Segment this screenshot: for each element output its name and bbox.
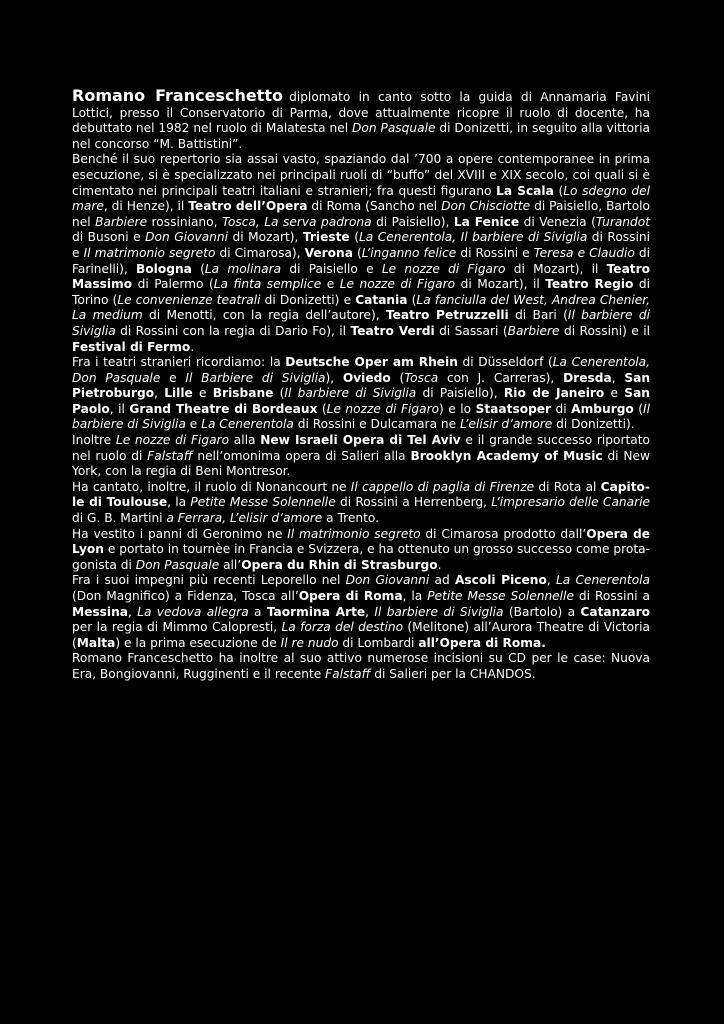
italic-run: La vedova allegra <box>137 604 249 619</box>
text-run: , di Henze), il <box>103 199 189 214</box>
text-run: Inoltre <box>72 433 116 448</box>
text-run: nell’omonima opera di Salieri alla <box>192 448 411 463</box>
italic-run: Il cappello di paglia di Firenze <box>350 479 535 494</box>
bold-run: Catania <box>355 292 408 307</box>
text-run: di Sassari ( <box>434 323 508 338</box>
biography-text <box>72 88 650 683</box>
text-run: di Donizetti) e <box>260 292 356 307</box>
bold-run: Ascoli Piceno <box>454 573 547 588</box>
text-run: di Cimarosa prodotto dall’ <box>420 526 587 541</box>
italic-run: Don Chisciotte <box>441 199 531 214</box>
text-run: di Mozart), il <box>505 261 607 276</box>
italic-run: Falstaff <box>147 448 193 463</box>
text-run: ( <box>191 261 205 276</box>
text-run: e <box>185 417 202 432</box>
text-run: Benché il suo repertorio sia assai vasto, spaziando dal ’700 a opere contemporanee in prima esecuzione, si è specializzato nei principali ruoli di “buffo” del XVIII e XIX secolo, coi quali si è cimentato nei principali teatri italiani e stranieri; fra questi figurano <box>72 152 650 198</box>
italic-run: La fanciulla del West, Andrea Chenier, La medium <box>72 292 650 323</box>
text-run: ) e lo <box>439 401 476 416</box>
bold-run: Malta <box>76 635 116 650</box>
italic-run: Il matrimonio segreto <box>287 526 421 541</box>
bold-run: Messina <box>72 604 128 619</box>
bold-run: Catanzaro <box>580 604 651 619</box>
bio-paragraph <box>72 433 650 480</box>
text-run: (Bartolo) a <box>503 604 581 619</box>
text-run: ( <box>352 245 362 260</box>
text-run: di Rossini e <box>72 230 650 260</box>
italic-run: Turandot <box>595 214 650 229</box>
italic-run: Il barbiere di Siviglia <box>72 401 651 432</box>
text-run: con J. Carreras), <box>438 370 564 385</box>
text-run: Ha cantato, inoltre, il ruolo di Nonancourt ne <box>72 479 351 494</box>
text-run: di Roma (Sancho nel <box>307 199 442 214</box>
text-run: all’ <box>219 557 242 572</box>
italic-run: Le convenienze teatrali <box>117 292 261 307</box>
bold-run: Bologna <box>136 261 192 276</box>
text-run: Romano Franceschetto ha inoltre al suo attivo numerose incisioni su CD per le case: Nuova Era, Bongiovanni, Rugginenti e il recente <box>72 651 650 681</box>
bold-run: New Israeli Opera di Tel Aviv <box>260 433 461 448</box>
text-run: diplomato in canto sotto la guida di Annamaria Favini Lottici, presso il Conservatorio di Parma, dove attualmente ricopre il ruolo di docente, ha debuttato nel 1982 nel ruolo di Malatesta nel <box>72 90 651 136</box>
bold-run: Teatro Verdi <box>350 323 435 338</box>
text-run: di Farinelli), <box>72 245 650 276</box>
italic-run: La forza del destino <box>281 620 404 635</box>
text-run: di Donizetti, in seguito alla vittoria nel concorso “M. Battistini”. <box>72 121 650 151</box>
text-run: di Paisiello, Bartolo nel <box>72 199 650 229</box>
text-run: di Rossini e <box>456 245 534 260</box>
text-run: ( <box>317 401 327 416</box>
bold-run: San Pietroburgo <box>72 370 651 401</box>
bio-paragraph <box>72 88 650 152</box>
italic-run: La Cenerentola, Il barbiere di Siviglia <box>358 230 588 245</box>
bold-run: all’Opera di Roma. <box>418 635 546 650</box>
italic-run: Don Giovanni <box>145 230 229 245</box>
bold-run: Rio de Janeiro <box>503 386 605 401</box>
bio-paragraph <box>72 573 650 651</box>
text-run: ) e la prima esecuzione de <box>115 635 281 650</box>
italic-run: Barbiere <box>95 214 148 229</box>
italic-run: Petite Messe Solennelle <box>427 589 574 603</box>
text-run: di Palermo ( <box>132 277 214 292</box>
italic-run: Don Giovanni <box>345 573 430 588</box>
italic-run: Il matrimonio segreto <box>83 245 216 260</box>
italic-run: Petite Messe Solennelle <box>190 495 336 510</box>
italic-run: Il re nudo <box>280 635 339 650</box>
text-run: ( <box>349 230 359 245</box>
italic-run: Il barbiere di Siviglia <box>374 604 504 619</box>
italic-run: La Cenerentola <box>201 417 294 432</box>
italic-run: Le nozze di Figaro <box>381 261 506 276</box>
text-run: , <box>611 370 625 385</box>
italic-run: Tosca <box>404 370 439 385</box>
artist-name: Romano Franceschetto <box>72 86 283 105</box>
bold-run: Deutsche Oper am Rhein <box>285 355 458 370</box>
text-run: di Torino ( <box>72 277 650 307</box>
text-run: di Rossini e Dulcamara ne <box>293 417 461 432</box>
text-run: di Donizetti). <box>552 417 635 432</box>
text-run: di Paisiello), <box>416 386 504 401</box>
bold-run: Lille <box>164 386 193 401</box>
italic-run: a Ferrara, L’elisir d’amore <box>166 511 323 526</box>
italic-run: Le nozze di Figaro <box>326 401 440 416</box>
text-run: di Mozart), <box>228 230 303 245</box>
bold-run: Trieste <box>302 230 350 245</box>
text-run: (Don Magnifico) a Fidenza, Tosca all’ <box>72 589 299 603</box>
text-run: a Trento. <box>322 511 380 526</box>
bold-run: La Fenice <box>453 214 520 229</box>
text-run: di Lombardi <box>338 635 419 650</box>
bold-run: Staatsoper <box>475 401 552 416</box>
bio-paragraph <box>72 152 650 355</box>
text-run: ), <box>325 370 343 385</box>
bold-run: Grand Theatre di Bordeaux <box>129 401 318 416</box>
bold-run: Dresda <box>563 370 612 385</box>
text-run: e <box>192 386 213 401</box>
text-run: e il grande successo riportato nel ruolo di <box>72 433 650 463</box>
text-run: e <box>321 277 340 292</box>
bold-run: Brisbane <box>212 386 274 401</box>
bold-run: Opera du Rhin di Strasburgo <box>241 557 438 572</box>
bio-paragraph <box>72 480 650 527</box>
italic-run: La Cenerentola <box>555 573 650 588</box>
text-run: di Busoni e <box>72 230 146 245</box>
text-run: ( <box>390 370 405 385</box>
bold-run: Taormina Arte <box>266 604 366 619</box>
text-run: rossiniano, <box>147 214 222 229</box>
text-run: di Rossini a Herrenberg, <box>335 495 492 510</box>
text-run: di <box>551 401 572 416</box>
text-run: di Paisiello e <box>281 261 382 276</box>
text-run: e portato in tournèe in Francia e Svizzera, e ha ottenuto un grosso successo come protagonista di <box>72 542 650 572</box>
italic-run: Le nozze di Figaro <box>339 277 456 292</box>
text-run: e <box>604 386 625 401</box>
italic-run: Teresa e Claudio <box>533 245 635 260</box>
text-run: alla <box>229 433 261 448</box>
bold-run: Festival di Fermo <box>72 339 191 354</box>
italic-run: Il Barbiere di Siviglia <box>185 370 326 385</box>
text-run: (Melitone) all’Aurora Theatre di Victoria ( <box>72 620 650 650</box>
italic-run: Barbiere <box>507 323 560 338</box>
bold-run: Teatro dell’Opera <box>188 199 308 214</box>
text-run: . <box>437 557 442 572</box>
italic-run: L’impresario delle Canarie <box>491 495 650 510</box>
italic-run: Tosca, La serva padrona <box>221 214 372 229</box>
bold-run: San Paolo <box>72 386 650 416</box>
text-run: . <box>190 339 195 354</box>
text-run: e <box>160 370 186 385</box>
text-run: di G. B. Martini <box>72 511 167 526</box>
bold-run: Amburgo <box>571 401 634 416</box>
italic-run: L’elisir d’amore <box>460 417 553 432</box>
text-run: di Menotti, con la regia dell’autore), <box>142 308 386 323</box>
italic-run: Il barbiere di Siviglia <box>72 308 650 338</box>
italic-run: Falstaff <box>325 666 371 681</box>
text-run: di Venezia ( <box>519 214 596 229</box>
bold-run: Oviedo <box>342 370 391 385</box>
text-run: di Salieri per la CHANDOS. <box>370 666 536 681</box>
text-run: ( <box>273 386 285 401</box>
text-run: per la regia di Mimmo Calopresti, <box>72 620 282 635</box>
text-run: di Rossini con la regia di Dario Fo), il <box>115 323 351 338</box>
text-run: , <box>365 604 375 619</box>
bold-run: Teatro Petruzzelli <box>385 308 509 323</box>
text-run: di Cimarosa), <box>215 245 305 260</box>
text-run: di Rossini) e il <box>559 323 650 338</box>
text-run: a <box>248 604 267 619</box>
text-run: di Paisiello), <box>371 214 454 229</box>
text-run: , il <box>109 401 130 416</box>
bold-run: Capitole di Toulouse <box>72 479 650 510</box>
bold-run: Verona <box>304 245 353 260</box>
italic-run: L’inganno felice <box>361 245 457 260</box>
bold-run: Opera di Roma <box>298 589 403 603</box>
text-run: ( <box>407 292 417 307</box>
text-run: di New York, con la regia di Beni Montresor. <box>72 448 650 479</box>
italic-run: Don Pasquale <box>135 557 220 572</box>
italic-run: Lo sdegno del mare <box>72 183 650 214</box>
text-run: , la <box>167 495 191 510</box>
bio-paragraph <box>72 527 650 574</box>
text-run: di Rossini a <box>573 589 651 603</box>
text-run: di Mozart), il <box>455 277 546 292</box>
text-run: , <box>127 604 138 619</box>
italic-run: Le nozze di Figaro <box>115 433 230 448</box>
bold-run: Teatro Regio <box>545 277 634 292</box>
italic-run: Il barbiere di Siviglia <box>284 386 417 401</box>
bold-run: La Scala <box>496 183 554 198</box>
italic-run: La finta semplice <box>213 277 322 292</box>
text-run: , la <box>402 589 428 603</box>
text-run: di Düsseldorf ( <box>457 355 553 370</box>
italic-run: La Cenerentola, Don Pasquale <box>72 355 651 385</box>
text-run: di Bari ( <box>508 308 568 323</box>
bold-run: Brooklyn Academy of Music <box>410 448 603 463</box>
text-run: ( <box>553 183 564 198</box>
bio-paragraph <box>72 651 650 682</box>
bio-paragraph <box>72 355 650 433</box>
text-run: ad <box>429 573 455 588</box>
text-run: Fra i suoi impegni più recenti Leporello nel <box>72 573 346 588</box>
text-run: , <box>154 386 165 401</box>
bold-run: Teatro Massimo <box>72 261 651 292</box>
text-run: di Rota al <box>534 479 601 494</box>
text-run: Fra i teatri stranieri ricordiamo: la <box>72 355 286 370</box>
italic-run: La molinara <box>204 261 282 276</box>
italic-run: Don Pasquale <box>352 121 436 136</box>
text-run: , <box>546 573 556 588</box>
bold-run: Opera de Lyon <box>72 526 650 557</box>
text-run: ( <box>633 401 644 416</box>
text-run: Ha vestito i panni di Geronimo ne <box>72 526 288 541</box>
